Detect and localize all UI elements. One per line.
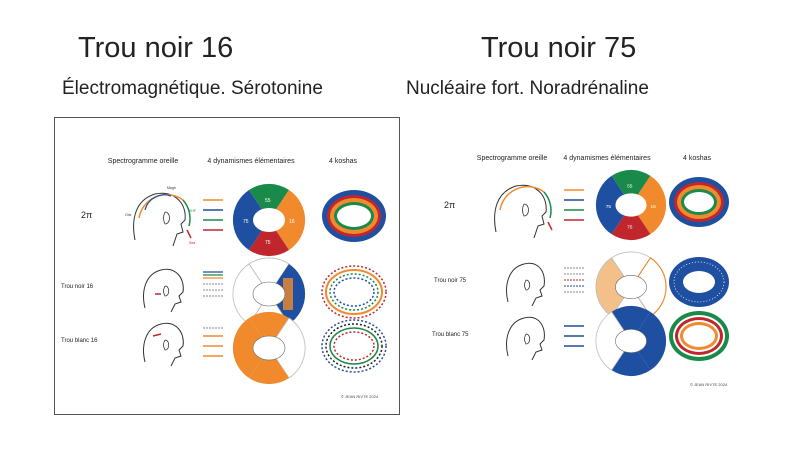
kosha-rings-trou-noir [321, 264, 387, 320]
column-header-dynamisms: 4 dynamismes élémentaires [207, 158, 295, 165]
head-trou-noir [500, 260, 548, 308]
right-diagram-panel [412, 138, 752, 398]
row-label-trou-noir: Trou noir 16 [61, 284, 94, 290]
column-header-spectrogram: Spectrogramme oreille [476, 155, 548, 162]
wheel-label-16: 16 [650, 204, 656, 210]
lines-2pi [203, 198, 225, 234]
dynamism-wheel-2pi [233, 184, 305, 256]
head-trou-blanc [137, 318, 187, 368]
lines-trou-blanc [564, 324, 586, 350]
left-diagram-panel [54, 117, 400, 415]
right-copyright: © JEAN RIVTE 2024 [690, 382, 728, 387]
row-label-2pi: 2π [444, 200, 456, 210]
right-subtitle: Nucléaire fort. Noradrénaline [406, 78, 649, 99]
dynamism-wheel-2pi [596, 170, 666, 240]
kosha-rings-trou-blanc [321, 318, 387, 374]
kosha-rings-2pi [321, 188, 387, 244]
row-label-trou-blanc: Trou blanc 75 [432, 332, 469, 338]
row-label-trou-noir: Trou noir 75 [434, 278, 467, 284]
wheel-label-75: 75 [243, 219, 249, 225]
lines-trou-noir [203, 270, 225, 298]
dynamism-wheel-trou-blanc [233, 312, 305, 384]
row-label-trou-blanc: Trou blanc 16 [61, 338, 98, 344]
wheel-label-75b: 75 [265, 240, 271, 246]
wheel-label-16: 16 [289, 219, 295, 225]
head-spectrogram-2pi [125, 180, 195, 250]
left-subtitle: Électromagnétique. Sérotonine [62, 78, 323, 99]
column-header-dynamisms: 4 dynamismes élémentaires [563, 155, 651, 162]
kosha-rings-trou-blanc [668, 310, 730, 362]
kosha-rings-2pi [668, 176, 730, 228]
lines-trou-blanc [203, 326, 225, 358]
head-trou-blanc [500, 314, 548, 362]
column-header-spectrogram: Spectrogramme oreille [107, 158, 179, 165]
head-trou-noir [137, 264, 187, 314]
left-title: Trou noir 16 [78, 32, 234, 64]
label-magh: Magh [167, 186, 176, 190]
label-oric: Oric [125, 213, 132, 217]
row-label-2pi: 2π [81, 210, 93, 220]
dynamism-wheel-trou-blanc [596, 306, 666, 376]
right-title: Trou noir 75 [481, 32, 637, 64]
left-copyright: © JEAN RIVTE 2024 [341, 394, 379, 399]
kosha-rings-trou-noir [668, 256, 730, 308]
wheel-label-55: 55 [265, 198, 271, 204]
label-sea: Sea [189, 241, 196, 245]
label-vhf: VHF [189, 209, 196, 213]
wheel-label-55: 55 [627, 184, 633, 190]
column-header-koshas: 4 koshas [328, 158, 358, 165]
head-spectrogram-2pi [486, 174, 552, 240]
wheel-label-75b: 75 [627, 225, 633, 231]
column-header-koshas: 4 koshas [682, 155, 712, 162]
lines-2pi [564, 188, 586, 224]
lines-trou-noir [564, 266, 586, 296]
wheel-label-75: 75 [605, 204, 612, 210]
